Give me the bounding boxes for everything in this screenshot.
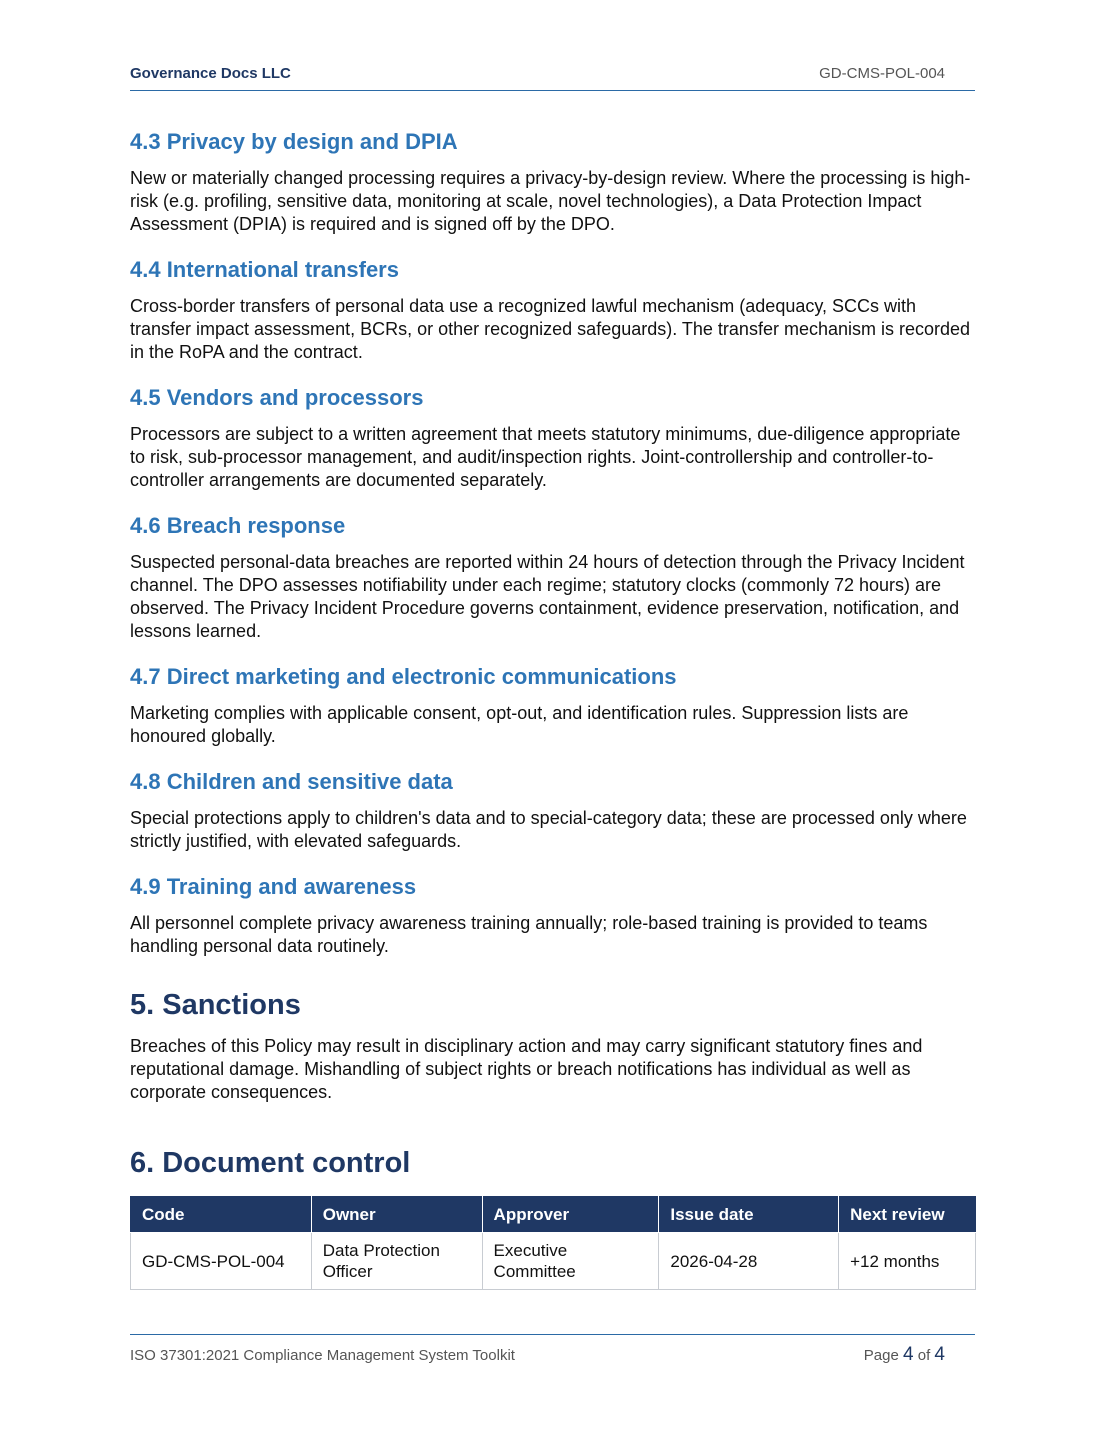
sanctions-body: Breaches of this Policy may result in disciplinary action and may carry significant statutory fines and reputational damage. Mishandling of subject rights or breach notifications has individual as well as corporate consequences. — [130, 1036, 923, 1102]
section-heading-4-4: 4.4 International transfers — [130, 257, 399, 282]
cell-issue-date: 2026-04-28 — [659, 1233, 839, 1290]
footer-toolkit-title: ISO 37301:2021 Compliance Management System Toolkit — [130, 1347, 515, 1364]
section-heading-4-7: 4.7 Direct marketing and electronic communications — [130, 664, 677, 689]
document-control-heading: 6. Document control — [130, 1147, 411, 1179]
cell-approver: Executive Committee — [482, 1233, 659, 1290]
page-header — [130, 62, 975, 91]
page-current: 4 — [902, 1344, 914, 1365]
page-total: 4 — [934, 1344, 945, 1365]
cell-code: GD-CMS-POL-004 — [131, 1233, 312, 1290]
document-control-table — [130, 1196, 976, 1290]
document-code: GD-CMS-POL-004 — [819, 65, 945, 82]
sanctions-heading: 5. Sanctions — [130, 989, 301, 1021]
section-heading-4-6: 4.6 Breach response — [130, 513, 346, 538]
company-name: Governance Docs LLC — [130, 65, 291, 82]
page-prefix: Page — [863, 1347, 899, 1364]
cell-owner: Data Protection Officer — [311, 1233, 482, 1290]
page-footer — [130, 1334, 975, 1365]
section-body-4-8: Special protections apply to children's data and to special-category data; these are processed only where strictly justified, with elevated safeguards. — [130, 808, 967, 851]
section-body-4-3: New or materially changed processing requires a privacy-by-design review. Where the processing is high-risk (e.g. profiling, sensitive data, monitoring at scale, novel technologies), a Data Protection Impact Assessment (DPIA) is required and is signed off by the DPO. — [130, 168, 971, 234]
section-heading-4-9: 4.9 Training and awareness — [130, 874, 417, 899]
table-row — [131, 1233, 976, 1290]
section-body-4-4: Cross-border transfers of personal data use a recognized lawful mechanism (adequacy, SCCs with transfer impact assessment, BCRs, or other recognized safeguards). The transfer mechanism is recorded in the RoPA and the contract. — [130, 296, 971, 362]
section-body-4-9: All personnel complete privacy awareness training annually; role-based training is provided to teams handling personal data routinely. — [130, 913, 928, 956]
section-body-4-5: Processors are subject to a written agreement that meets statutory minimums, due-diligence appropriate to risk, sub-processor management, and audit/inspection rights. Joint-controllership and controller-to-controller arrangements are documented separately. — [130, 424, 961, 490]
section-heading-4-3: 4.3 Privacy by design and DPIA — [130, 129, 458, 154]
section-body-4-6: Suspected personal-data breaches are reported within 24 hours of detection through the Privacy Incident channel. The DPO assesses notifiability under each regime; statutory clocks (commonly 72 hours) are observed. The Privacy Incident Procedure governs containment, evidence preservation, notification, and lessons learned. — [130, 552, 965, 641]
page-of: of — [917, 1347, 931, 1364]
column-header-owner: Owner — [311, 1197, 482, 1233]
document-body — [130, 128, 975, 1290]
page-number — [864, 1344, 945, 1366]
column-header-code: Code — [131, 1197, 312, 1233]
column-header-issue-date: Issue date — [659, 1197, 839, 1233]
column-header-next-review: Next review — [839, 1197, 976, 1233]
section-heading-4-8: 4.8 Children and sensitive data — [130, 769, 453, 794]
table-header-row — [131, 1197, 976, 1233]
section-heading-4-5: 4.5 Vendors and processors — [130, 385, 424, 410]
section-body-4-7: Marketing complies with applicable consent, opt-out, and identification rules. Suppression lists are honoured globally. — [130, 703, 909, 746]
column-header-approver: Approver — [482, 1197, 659, 1233]
cell-next-review: +12 months — [839, 1233, 976, 1290]
